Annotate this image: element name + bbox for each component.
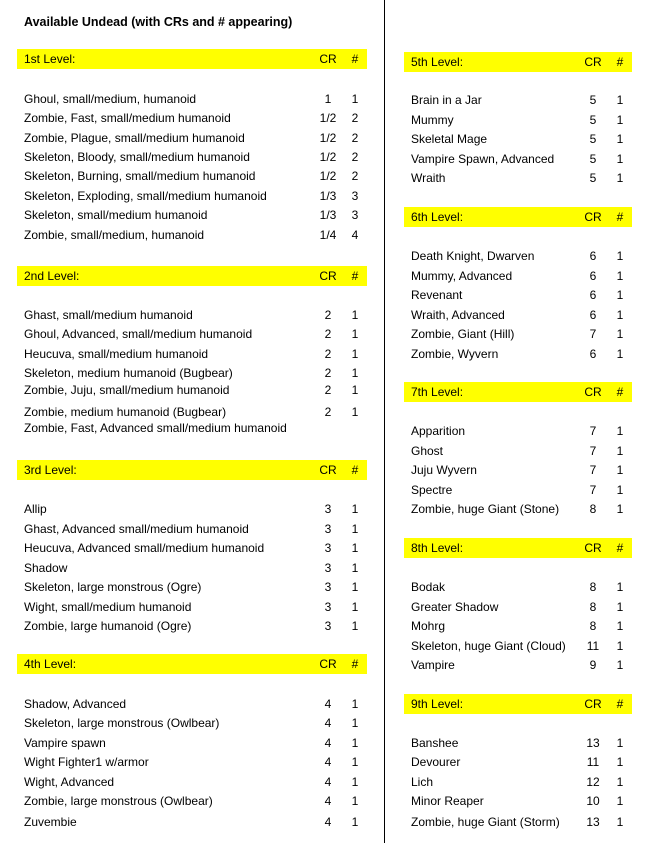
challenge-rating: 8 bbox=[589, 580, 597, 594]
creature-name: Skeletal Mage bbox=[411, 132, 488, 146]
column-divider bbox=[384, 0, 385, 843]
undead-row bbox=[17, 169, 367, 185]
number-appearing: 1 bbox=[616, 463, 624, 477]
challenge-rating: 3 bbox=[324, 561, 332, 575]
number-appearing: 1 bbox=[351, 327, 359, 341]
number-column-header: # bbox=[351, 463, 359, 477]
creature-name: Revenant bbox=[411, 288, 463, 302]
undead-row bbox=[17, 794, 367, 810]
creature-name: Skeleton, large monstrous (Owlbear) bbox=[24, 716, 220, 730]
undead-row bbox=[17, 421, 367, 437]
number-appearing: 1 bbox=[616, 171, 624, 185]
undead-row bbox=[404, 269, 632, 285]
number-appearing: 2 bbox=[351, 169, 359, 183]
number-appearing: 1 bbox=[616, 502, 624, 516]
creature-name: Wraith bbox=[411, 171, 446, 185]
number-appearing: 1 bbox=[616, 444, 624, 458]
level-header bbox=[17, 49, 367, 69]
creature-name: Zombie, Fast, small/medium humanoid bbox=[24, 111, 231, 125]
number-appearing: 1 bbox=[616, 249, 624, 263]
creature-name: Ghoul, Advanced, small/medium humanoid bbox=[24, 327, 253, 341]
creature-name: Skeleton, large monstrous (Ogre) bbox=[24, 580, 202, 594]
level-header bbox=[404, 694, 632, 714]
level-label: 5th Level: bbox=[411, 55, 464, 69]
number-appearing: 1 bbox=[351, 755, 359, 769]
challenge-rating: 13 bbox=[586, 736, 600, 750]
undead-row bbox=[17, 150, 367, 166]
cr-column-header: CR bbox=[584, 697, 602, 711]
number-appearing: 1 bbox=[351, 697, 359, 711]
creature-name: Zombie, Wyvern bbox=[411, 347, 499, 361]
challenge-rating: 4 bbox=[324, 815, 332, 829]
undead-row bbox=[404, 658, 632, 674]
challenge-rating: 4 bbox=[324, 755, 332, 769]
creature-name: Zombie, medium humanoid (Bugbear) bbox=[24, 405, 227, 419]
number-appearing: 3 bbox=[351, 208, 359, 222]
undead-row bbox=[17, 92, 367, 108]
level-header bbox=[404, 52, 632, 72]
creature-name: Wight, small/medium humanoid bbox=[24, 600, 192, 614]
challenge-rating: 12 bbox=[586, 775, 600, 789]
number-appearing: 1 bbox=[616, 152, 624, 166]
number-appearing: 1 bbox=[351, 502, 359, 516]
challenge-rating: 6 bbox=[589, 269, 597, 283]
level-header bbox=[404, 538, 632, 558]
creature-name: Juju Wyvern bbox=[411, 463, 477, 477]
creature-name: Spectre bbox=[411, 483, 453, 497]
creature-name: Banshee bbox=[411, 736, 459, 750]
number-appearing: 1 bbox=[351, 580, 359, 594]
number-appearing: 2 bbox=[351, 131, 359, 145]
creature-name: Devourer bbox=[411, 755, 461, 769]
challenge-rating: 3 bbox=[324, 600, 332, 614]
number-appearing: 1 bbox=[616, 269, 624, 283]
undead-row bbox=[17, 522, 367, 538]
number-appearing: 1 bbox=[616, 755, 624, 769]
level-label: 9th Level: bbox=[411, 697, 464, 711]
creature-name: Vampire bbox=[411, 658, 455, 672]
creature-name: Shadow bbox=[24, 561, 68, 575]
challenge-rating: 1/3 bbox=[319, 189, 337, 203]
creature-name: Ghost bbox=[411, 444, 444, 458]
number-appearing: 1 bbox=[616, 327, 624, 341]
creature-name: Mummy, Advanced bbox=[411, 269, 513, 283]
challenge-rating: 1/3 bbox=[319, 208, 337, 222]
challenge-rating: 3 bbox=[324, 541, 332, 555]
challenge-rating: 1/2 bbox=[319, 131, 337, 145]
creature-name: Heucuva, small/medium humanoid bbox=[24, 347, 209, 361]
undead-row bbox=[404, 327, 632, 343]
number-appearing: 1 bbox=[616, 483, 624, 497]
number-appearing: 1 bbox=[351, 561, 359, 575]
undead-row bbox=[17, 580, 367, 596]
number-appearing: 4 bbox=[351, 228, 359, 242]
challenge-rating: 3 bbox=[324, 619, 332, 633]
number-appearing: 1 bbox=[616, 815, 624, 829]
creature-name: Zombie, huge Giant (Stone) bbox=[411, 502, 560, 516]
number-appearing: 1 bbox=[616, 424, 624, 438]
number-appearing: 1 bbox=[616, 93, 624, 107]
undead-row bbox=[17, 561, 367, 577]
creature-name: Skeleton, Burning, small/medium humanoid bbox=[24, 169, 256, 183]
undead-row bbox=[17, 716, 367, 732]
level-label: 2nd Level: bbox=[24, 269, 80, 283]
challenge-rating: 2 bbox=[324, 383, 332, 397]
undead-row bbox=[17, 405, 367, 421]
creature-name: Zombie, Giant (Hill) bbox=[411, 327, 515, 341]
number-appearing: 1 bbox=[351, 383, 359, 397]
undead-row bbox=[17, 228, 367, 244]
level-label: 4th Level: bbox=[24, 657, 77, 671]
undead-row bbox=[404, 113, 632, 129]
number-appearing: 1 bbox=[616, 794, 624, 808]
cr-column-header: CR bbox=[319, 657, 337, 671]
creature-name: Zombie, Juju, small/medium humanoid bbox=[24, 383, 230, 397]
creature-name: Skeleton, Bloody, small/medium humanoid bbox=[24, 150, 250, 164]
creature-name: Skeleton, Exploding, small/medium humanoid bbox=[24, 189, 267, 203]
cr-column-header: CR bbox=[584, 541, 602, 555]
creature-name: Mummy bbox=[411, 113, 454, 127]
cr-column-header: CR bbox=[319, 52, 337, 66]
undead-row bbox=[404, 152, 632, 168]
challenge-rating: 10 bbox=[586, 794, 600, 808]
undead-row bbox=[404, 347, 632, 363]
challenge-rating: 6 bbox=[589, 288, 597, 302]
level-label: 7th Level: bbox=[411, 385, 464, 399]
number-appearing: 1 bbox=[351, 600, 359, 614]
challenge-rating: 11 bbox=[586, 755, 600, 769]
creature-name: Mohrg bbox=[411, 619, 446, 633]
level-label: 8th Level: bbox=[411, 541, 464, 555]
challenge-rating: 5 bbox=[589, 152, 597, 166]
challenge-rating: 5 bbox=[589, 113, 597, 127]
level-header bbox=[17, 266, 367, 286]
number-appearing: 1 bbox=[351, 366, 359, 380]
challenge-rating: 8 bbox=[589, 600, 597, 614]
undead-row bbox=[17, 383, 367, 399]
number-column-header: # bbox=[351, 269, 359, 283]
creature-name: Zombie, large monstrous (Owlbear) bbox=[24, 794, 213, 808]
number-appearing: 1 bbox=[351, 92, 359, 106]
number-appearing: 1 bbox=[616, 775, 624, 789]
creature-name: Apparition bbox=[411, 424, 466, 438]
undead-row bbox=[404, 308, 632, 324]
number-appearing: 1 bbox=[351, 716, 359, 730]
number-appearing: 1 bbox=[616, 113, 624, 127]
number-column-header: # bbox=[616, 541, 624, 555]
challenge-rating: 13 bbox=[586, 815, 600, 829]
level-header bbox=[404, 382, 632, 402]
creature-name: Zombie, small/medium, humanoid bbox=[24, 228, 205, 242]
undead-row bbox=[404, 755, 632, 771]
level-label: 6th Level: bbox=[411, 210, 464, 224]
creature-name: Vampire spawn bbox=[24, 736, 106, 750]
challenge-rating: 7 bbox=[589, 483, 597, 497]
undead-row bbox=[404, 249, 632, 265]
number-appearing: 1 bbox=[616, 580, 624, 594]
challenge-rating: 2 bbox=[324, 327, 332, 341]
number-appearing: 1 bbox=[616, 639, 624, 653]
challenge-rating: 5 bbox=[589, 132, 597, 146]
creature-name: Wraith, Advanced bbox=[411, 308, 505, 322]
creature-name: Zombie, Fast, Advanced small/medium humanoid bbox=[24, 421, 287, 435]
number-appearing: 2 bbox=[351, 111, 359, 125]
undead-row bbox=[404, 815, 632, 831]
challenge-rating: 7 bbox=[589, 463, 597, 477]
undead-row bbox=[404, 775, 632, 791]
undead-row bbox=[17, 541, 367, 557]
challenge-rating: 7 bbox=[589, 424, 597, 438]
challenge-rating: 4 bbox=[324, 794, 332, 808]
number-appearing: 1 bbox=[616, 619, 624, 633]
cr-column-header: CR bbox=[319, 463, 337, 477]
undead-row bbox=[17, 111, 367, 127]
undead-row bbox=[17, 815, 367, 831]
creature-name: Wight, Advanced bbox=[24, 775, 115, 789]
challenge-rating: 3 bbox=[324, 522, 332, 536]
challenge-rating: 8 bbox=[589, 619, 597, 633]
level-header bbox=[404, 207, 632, 227]
number-appearing: 1 bbox=[616, 132, 624, 146]
undead-row bbox=[17, 347, 367, 363]
creature-name: Wight Fighter1 w/armor bbox=[24, 755, 149, 769]
challenge-rating: 5 bbox=[589, 171, 597, 185]
number-appearing: 3 bbox=[351, 189, 359, 203]
creature-name: Zombie, huge Giant (Storm) bbox=[411, 815, 560, 829]
number-appearing: 2 bbox=[351, 150, 359, 164]
creature-name: Vampire Spawn, Advanced bbox=[411, 152, 555, 166]
challenge-rating: 6 bbox=[589, 249, 597, 263]
number-column-header: # bbox=[616, 55, 624, 69]
undead-row bbox=[17, 327, 367, 343]
creature-name: Death Knight, Dwarven bbox=[411, 249, 535, 263]
number-appearing: 1 bbox=[616, 308, 624, 322]
number-appearing: 1 bbox=[616, 600, 624, 614]
challenge-rating: 1 bbox=[324, 92, 332, 106]
number-column-header: # bbox=[616, 385, 624, 399]
undead-row bbox=[17, 697, 367, 713]
creature-name: Ghoul, small/medium, humanoid bbox=[24, 92, 197, 106]
challenge-rating: 6 bbox=[589, 308, 597, 322]
undead-row bbox=[17, 736, 367, 752]
undead-row bbox=[404, 463, 632, 479]
challenge-rating: 1/2 bbox=[319, 169, 337, 183]
creature-name: Minor Reaper bbox=[411, 794, 484, 808]
creature-name: Heucuva, Advanced small/medium humanoid bbox=[24, 541, 265, 555]
undead-row bbox=[17, 208, 367, 224]
number-appearing: 1 bbox=[616, 658, 624, 672]
cr-column-header: CR bbox=[584, 210, 602, 224]
undead-row bbox=[404, 483, 632, 499]
challenge-rating: 7 bbox=[589, 444, 597, 458]
undead-row bbox=[17, 600, 367, 616]
level-header bbox=[17, 654, 367, 674]
creature-name: Ghast, small/medium humanoid bbox=[24, 308, 193, 322]
challenge-rating: 4 bbox=[324, 775, 332, 789]
challenge-rating: 3 bbox=[324, 580, 332, 594]
number-column-header: # bbox=[616, 210, 624, 224]
challenge-rating: 5 bbox=[589, 93, 597, 107]
undead-row bbox=[404, 288, 632, 304]
creature-name: Allip bbox=[24, 502, 47, 516]
challenge-rating: 2 bbox=[324, 308, 332, 322]
challenge-rating: 7 bbox=[589, 327, 597, 341]
number-appearing: 1 bbox=[351, 619, 359, 633]
number-appearing: 1 bbox=[616, 288, 624, 302]
challenge-rating: 1/2 bbox=[319, 150, 337, 164]
number-appearing: 1 bbox=[351, 736, 359, 750]
undead-row bbox=[17, 775, 367, 791]
undead-row bbox=[404, 132, 632, 148]
undead-row bbox=[17, 189, 367, 205]
undead-row bbox=[404, 171, 632, 187]
creature-name: Zuvembie bbox=[24, 815, 77, 829]
number-column-header: # bbox=[351, 52, 359, 66]
level-label: 1st Level: bbox=[24, 52, 76, 66]
number-appearing: 1 bbox=[351, 405, 359, 419]
undead-row bbox=[404, 580, 632, 596]
undead-row bbox=[17, 755, 367, 771]
undead-row bbox=[404, 444, 632, 460]
challenge-rating: 2 bbox=[324, 366, 332, 380]
undead-row bbox=[404, 736, 632, 752]
number-appearing: 1 bbox=[616, 347, 624, 361]
challenge-rating: 11 bbox=[586, 639, 600, 653]
challenge-rating: 9 bbox=[589, 658, 597, 672]
cr-column-header: CR bbox=[584, 385, 602, 399]
undead-row bbox=[17, 366, 367, 382]
undead-row bbox=[404, 93, 632, 109]
challenge-rating: 1/2 bbox=[319, 111, 337, 125]
creature-name: Zombie, Plague, small/medium humanoid bbox=[24, 131, 245, 145]
undead-row bbox=[404, 424, 632, 440]
page-title: Available Undead (with CRs and # appearing) bbox=[24, 15, 293, 29]
challenge-rating: 8 bbox=[589, 502, 597, 516]
undead-row bbox=[404, 502, 632, 518]
undead-row bbox=[17, 308, 367, 324]
undead-row bbox=[17, 131, 367, 147]
number-column-header: # bbox=[616, 697, 624, 711]
number-appearing: 1 bbox=[351, 347, 359, 361]
number-appearing: 1 bbox=[616, 736, 624, 750]
challenge-rating: 2 bbox=[324, 347, 332, 361]
undead-row bbox=[404, 794, 632, 810]
challenge-rating: 4 bbox=[324, 697, 332, 711]
undead-row bbox=[17, 619, 367, 635]
cr-column-header: CR bbox=[584, 55, 602, 69]
challenge-rating: 1/4 bbox=[319, 228, 337, 242]
level-header bbox=[17, 460, 367, 480]
challenge-rating: 3 bbox=[324, 502, 332, 516]
undead-row bbox=[17, 502, 367, 518]
number-column-header: # bbox=[351, 657, 359, 671]
undead-row bbox=[404, 619, 632, 635]
level-label: 3rd Level: bbox=[24, 463, 77, 477]
challenge-rating: 4 bbox=[324, 716, 332, 730]
cr-column-header: CR bbox=[319, 269, 337, 283]
creature-name: Shadow, Advanced bbox=[24, 697, 127, 711]
challenge-rating: 2 bbox=[324, 405, 332, 419]
undead-row bbox=[404, 600, 632, 616]
number-appearing: 1 bbox=[351, 541, 359, 555]
creature-name: Bodak bbox=[411, 580, 446, 594]
undead-row bbox=[404, 639, 632, 655]
number-appearing: 1 bbox=[351, 815, 359, 829]
creature-name: Lich bbox=[411, 775, 434, 789]
creature-name: Skeleton, small/medium humanoid bbox=[24, 208, 208, 222]
creature-name: Zombie, large humanoid (Ogre) bbox=[24, 619, 192, 633]
number-appearing: 1 bbox=[351, 794, 359, 808]
creature-name: Ghast, Advanced small/medium humanoid bbox=[24, 522, 249, 536]
creature-name: Skeleton, huge Giant (Cloud) bbox=[411, 639, 566, 653]
creature-name: Greater Shadow bbox=[411, 600, 499, 614]
number-appearing: 1 bbox=[351, 308, 359, 322]
challenge-rating: 6 bbox=[589, 347, 597, 361]
number-appearing: 1 bbox=[351, 775, 359, 789]
creature-name: Skeleton, medium humanoid (Bugbear) bbox=[24, 366, 233, 380]
creature-name: Brain in a Jar bbox=[411, 93, 482, 107]
number-appearing: 1 bbox=[351, 522, 359, 536]
challenge-rating: 4 bbox=[324, 736, 332, 750]
